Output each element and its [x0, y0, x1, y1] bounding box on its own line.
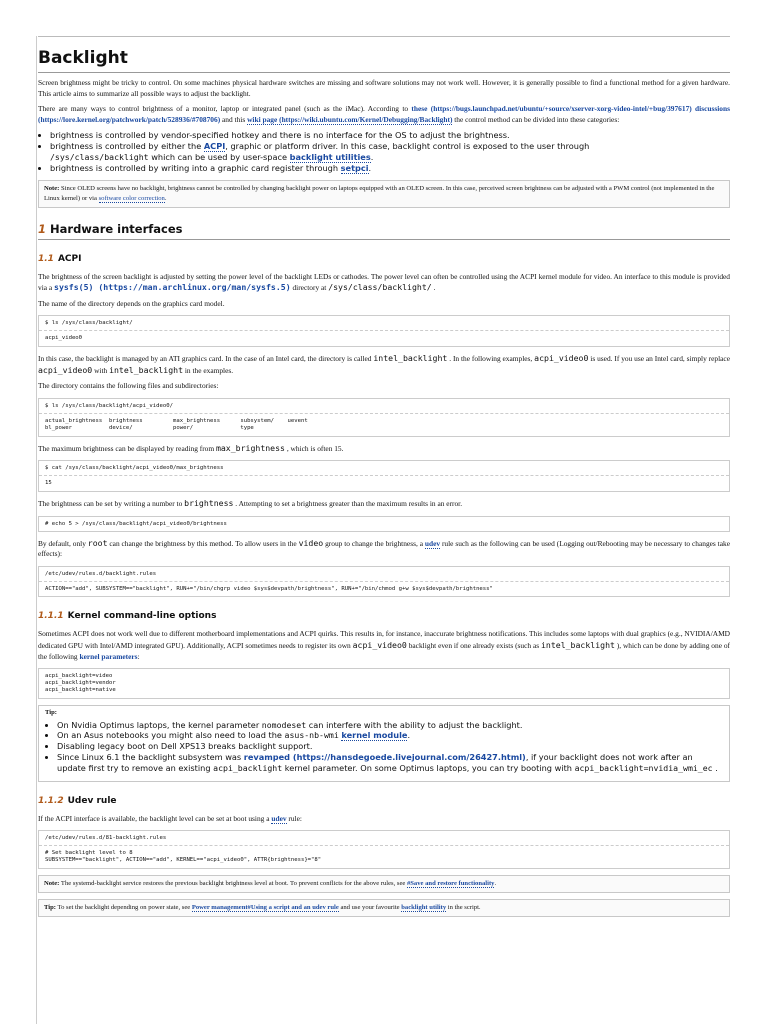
list-item: • brightness is controlled by writing into a graphic card register through setpci.	[50, 163, 730, 174]
code-block-ls-backlight: $ ls /sys/class/backlight/ acpi_video0	[38, 315, 730, 347]
kernel-cmdline-paragraph: Sometimes ACPI does not work well due to different motherboard implementations and ACPI quirks. This results in, for instance, inaccurate brightness notifications. This includes some laptops with dual graphics (e.g., NVIDIA/AMD dedicated GPU with Intel/AMD integrated GPU). Additionally, ACPI sometimes needs to register its own acpi_video0 backlight even if one already exists (such as intel_backlight ), which can be done by adding one of the following kernel parameters:	[38, 629, 730, 661]
acpi-paragraph-7: By default, only root can change the brightness by this method. To allow users in the video group to change the brightness, a udev rule such as the following can be used (Logging out/Rebooting may be necessary to changes take effects):	[38, 537, 730, 559]
list-item: • brightness is controlled by vendor-specified hotkey and there is no interface for the OS to adjust the brightness.	[50, 130, 730, 141]
acpi-link[interactable]: ACPI	[203, 141, 226, 152]
page-frame-left	[36, 36, 37, 1024]
udev-link-2[interactable]: udev	[271, 813, 287, 823]
wiki-page-link[interactable]: wiki page (https://wiki.ubuntu.com/Kernel/Debugging/Backlight)	[247, 114, 453, 124]
list-item: • On an Asus notebooks you might also need to load the asus-nb-wmi kernel module.	[57, 730, 723, 741]
acpi-paragraph-2: The name of the directory depends on the graphics card model.	[38, 298, 225, 308]
section-heading-udev-rule: 1.1.2 Udev rule	[38, 795, 117, 806]
save-restore-link[interactable]: #Save and restore functionality	[406, 879, 495, 887]
intro-paragraph-2: There are many ways to control brightness of a monitor, laptop or integrated panel (such as the iMac). According to these (https://bugs.launchpad.net/ubuntu/+source/xserver-xorg-video-intel/+bug/397617) discussions (https://lore.kernel.org/patchwork/patch/528936/#708706) and this wiki page (https://wiki.ubuntu.com/Kernel/Debugging/Backlight) the control method can be divided into these categories:	[38, 104, 730, 124]
udev-link[interactable]: udev	[424, 538, 441, 548]
acpi-paragraph-3: In this case, the backlight is managed by an ATI graphics card. In the case of an Intel card, the directory is called intel_backlight . In the following examples, acpi_video0 is used. If you use an Intel card, simply replace acpi_video0 with intel_backlight in the examples.	[38, 353, 730, 375]
list-item: • brightness is controlled by either the ACPI, graphic or platform driver. In this case, backlight control is exposed to the user through /sys/class/backlight which can be used by user-space backlight utilities.	[50, 141, 730, 163]
code-block-ls-acpi-video0: $ ls /sys/class/backlight/acpi_video0/ actual_brightness brightness max_brightness subsystem/ uevent bl_power device/ power/ type	[38, 398, 730, 437]
section-heading-kernel-command-line: 1.1.1 Kernel command-line options	[38, 611, 217, 622]
list-item: • Disabling legacy boot on Dell XPS13 breaks backlight support.	[57, 741, 723, 752]
oled-note: Note: Since OLED screens have no backlight, brightness cannot be controlled by changing backlight power on laptops equipped with an OLED screen. In this case, perceived screen brightness can be adjusted with a PWM control (not implemented in the Linux kernel) or via software color correction.	[38, 180, 730, 208]
revamped-link[interactable]: revamped (https://hansdegoede.livejournal.com/26427.html)	[243, 752, 526, 763]
tip-list	[45, 720, 723, 774]
control-categories-list	[38, 130, 730, 173]
kernel-parameters-link[interactable]: kernel parameters	[79, 651, 138, 661]
section-heading-acpi: 1.1 ACPI	[38, 253, 82, 264]
sysfs-man-link[interactable]: sysfs(5) (https://man.archlinux.org/man/sysfs.5)	[54, 282, 291, 293]
intro-paragraph-1: Screen brightness might be tricky to control. On some machines physical hardware switches are missing and software solutions may not work well. However, it is generally possible to find a functional method for a given hardware. This article aims to summarize all possible ways to adjust the backlight.	[38, 78, 730, 98]
power-state-tip: Tip: To set the backlight depending on power state, see Power management#Using a script and an udev rule and use your favourite backlight utility in the script.	[38, 899, 730, 917]
discussions-link[interactable]: these (https://bugs.launchpad.net/ubuntu/+source/xserver-xorg-video-intel/+bug/397617) discussions (https://lore.kernel.org/patchwork/patch/528936/#708706)	[38, 104, 730, 124]
code-block-backlight-rules: /etc/udev/rules.d/backlight.rules ACTION=="add", SUBSYSTEM=="backlight", RUN+="/bin/chgrp video $sys$devpath/brightness", RUN+="/bin/chmod g+w $sys$devpath/brightness"	[38, 566, 730, 598]
article	[38, 38, 730, 923]
page-title: Backlight	[38, 48, 730, 73]
code-block-echo-brightness: # echo 5 > /sys/class/backlight/acpi_video0/brightness	[38, 516, 730, 532]
setpci-link[interactable]: setpci	[340, 162, 369, 173]
code-block-max-brightness: $ cat /sys/class/backlight/acpi_video0/max_brightness 15	[38, 460, 730, 492]
kernel-module-link[interactable]: kernel module	[341, 730, 408, 741]
udev-paragraph: If the ACPI interface is available, the backlight level can be set at boot using a udev rule:	[38, 813, 302, 823]
code-block-acpi-backlight-options: acpi_backlight=video acpi_backlight=vendor acpi_backlight=native	[38, 668, 730, 698]
page-frame-top	[38, 36, 730, 37]
section-heading-hardware-interfaces: 1 Hardware interfaces	[38, 222, 730, 240]
backlight-utility-link[interactable]: backlight utility	[401, 903, 447, 911]
acpi-paragraph-4: The directory contains the following files and subdirectories:	[38, 381, 219, 391]
code-block-81-backlight-rules: /etc/udev/rules.d/81-backlight.rules # Set backlight level to 8 SUBSYSTEM=="backlight", ACTION=="add", KERNEL=="acpi_video0", ATTR{brightness}="8"	[38, 830, 730, 869]
acpi-paragraph-6: The brightness can be set by writing a number to brightness . Attempting to set a brightness greater than the maximum results in an error.	[38, 497, 463, 508]
acpi-paragraph-1: The brightness of the screen backlight is adjusted by setting the power level of the backlight LEDs or cathodes. The power level can often be controlled using the ACPI kernel module for video. An interface to this module is provided via a sysfs(5) (https://man.archlinux.org/man/sysfs.5) directory at /sys/class/backlight/ .	[38, 271, 730, 293]
list-item: • Since Linux 6.1 the backlight subsystem was revamped (https://hansdegoede.livejournal.com/26427.html), if your backlight does not work after an update first try to remove an existing acpi_backlight kernel parameter. On some Optimus laptops, you can try booting with acpi_backlight=nvidia_wmi_ec .	[57, 752, 723, 774]
software-color-correction-link[interactable]: software color correction	[98, 194, 165, 202]
list-item: • On Nvidia Optimus laptops, the kernel parameter nomodeset can interfere with the ability to adjust the backlight.	[57, 720, 723, 731]
acpi-paragraph-5: The maximum brightness can be displayed by reading from max_brightness , which is often 15.	[38, 442, 344, 453]
tip-box-kernel: Tip: • On Nvidia Optimus laptops, the kernel parameter nomodeset can interfere with the ability to adjust the backlight. • On an Asus notebooks you might also need to load the asus-nb-wmi kernel module. • Disabling legacy boot on Dell XPS13 breaks backlight support. • Since Linux 6.1 the backlight subsystem was revamped (https://hansdegoede.livejournal.com/26427.html), if your backlight does not work after an update first try to remove an existing acpi_backlight kernel parameter. On some Optimus laptops, you can try booting with acpi_backlight=nvidia_wmi_ec .	[38, 705, 730, 782]
systemd-backlight-note: Note: The systemd-backlight service restores the previous backlight brightness level at boot. To prevent conflicts for the above rules, see #Save and restore functionality.	[38, 875, 730, 893]
backlight-utilities-link[interactable]: backlight utilities	[289, 151, 371, 162]
power-management-link[interactable]: Power management#Using a script and an udev rule	[191, 903, 339, 911]
